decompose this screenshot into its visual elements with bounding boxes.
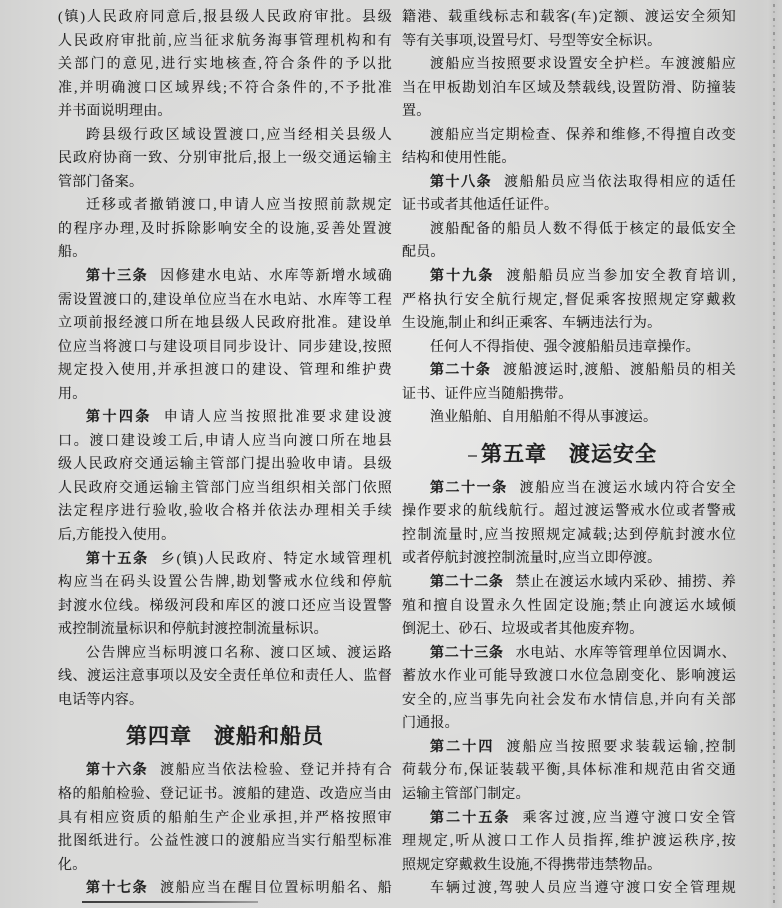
text-line: 渔业船舶、自用船舶不得从事渡运。: [430, 410, 658, 426]
text-line: 具有相应资质的船舶生产企业承担,并严格按照审: [58, 810, 392, 826]
article-number: 第二十三条: [430, 645, 504, 661]
text-line: 车辆过渡,驾驶人员应当遵守渡口安全管理规: [430, 881, 736, 897]
text-line: 控制流量时,应当按照规定减载;达到停航封渡水位: [402, 527, 736, 543]
article-text: 禁止在渡运水域内采砂、捕捞、养: [515, 575, 736, 591]
article-line: [402, 642, 736, 666]
article-number: 第二十一条: [430, 480, 508, 496]
text-line: 法定程序进行验收,验收合格并依法办理相关手续: [58, 504, 392, 520]
text-line: 籍港、载重线标志和载客(车)定额、渡运安全须知: [402, 10, 736, 25]
article-line: [402, 171, 736, 195]
text-line: 人民政府审批前,应当征求航务海事管理机构和有: [58, 33, 392, 49]
article-line: [402, 265, 736, 289]
text-line: 用。: [58, 386, 87, 402]
article-text: 水电站、水库等管理单位因调水、: [515, 645, 736, 661]
article-line: [402, 359, 736, 383]
article-line: [402, 807, 736, 831]
text-line: 理规定,听从渡口工作人员指挥,维护渡运秩序,按: [402, 834, 736, 850]
text-line: 严格执行安全航行规定,督促乘客按照规定穿戴救: [402, 292, 736, 308]
text-line: 操作要求的航线航行。超过渡运警戒水位或者警戒: [402, 504, 736, 520]
article-number: 第二十五条: [430, 810, 511, 826]
text-line: 电话等内容。: [58, 692, 144, 708]
text-line: 门通报。: [402, 716, 459, 732]
text-line: 等有关事项,设置号灯、号型等安全标识。: [402, 33, 662, 49]
chapter-heading: 第四章 渡船和船员: [126, 724, 324, 749]
text-line: 需设置渡口的,建设单位应当在水电站、水库等工程: [58, 292, 392, 308]
text-line: 后,方能投入使用。: [58, 528, 176, 544]
article-number: 第十三条: [86, 269, 149, 285]
text-line: 人民政府交通运输主管部门应当组织相关部门依照: [58, 480, 392, 496]
text-line: 渡船应当按照要求设置安全护栏。车渡渡船应: [430, 57, 736, 73]
text-line: 渡船应当定期检查、保养和维修,不得擅自改变: [430, 127, 736, 143]
text-line: 运输主管部门制定。: [402, 786, 530, 802]
article-text: 渡船应当在醒目位置标明船名、船: [160, 881, 392, 897]
text-line: 任何人不得指使、强令渡船船员违章操作。: [430, 339, 700, 355]
text-column-left: [58, 6, 392, 901]
text-line: 线、渡运注意事项以及安全责任单位和责任人、监督: [58, 669, 392, 685]
article-text: 渡船应当依法检验、登记并持有合: [160, 763, 392, 779]
scan-edge-artifact: [773, 4, 775, 904]
text-column-right: [402, 6, 736, 901]
article-text: 乘客过渡,应当遵守渡口安全管: [522, 810, 736, 826]
article-number: 第十六条: [86, 763, 149, 779]
text-line: 规定投入使用,并承担渡口的建设、管理和维护费: [58, 363, 392, 379]
scan-edge-shadow: [768, 0, 782, 908]
article-text: 乡(镇)人民政府、特定水域管理机: [160, 551, 392, 567]
text-line: 置。: [402, 104, 431, 120]
article-line: [402, 736, 736, 760]
text-line: 证书或者其他适任证件。: [402, 198, 559, 214]
text-line: 船。: [58, 245, 87, 261]
text-line: 跨县级行政区域设置渡口,应当经相关县级人: [86, 127, 392, 143]
article-text: 因修建水电站、水库等新增水域确: [160, 269, 392, 285]
article-text: 渡船渡运时,渡船、渡船船员的相关: [503, 363, 736, 379]
article-number: 第十五条: [86, 551, 149, 567]
article-number: 第二十条: [430, 363, 492, 379]
text-line: 或者停航封渡控制流量时,应当立即停渡。: [402, 551, 662, 567]
text-line: 戒控制流量标识和停航封渡控制流量标识。: [58, 622, 328, 638]
article-line: [58, 877, 392, 901]
article-number: 第十八条: [430, 174, 493, 190]
article-text: 渡船船员应当依法取得相应的适任: [504, 174, 736, 190]
article-text: 申请人应当按照批准要求建设渡: [163, 410, 392, 426]
article-line: [58, 265, 392, 289]
text-line: 安全的,应当事先向社会发布水情信息,并向有关部: [402, 692, 736, 708]
text-line: 证书、证件应当随船携带。: [402, 386, 573, 402]
article-line: [58, 406, 392, 430]
text-line: 配员。: [402, 245, 445, 261]
article-number: 第二十四: [430, 739, 495, 755]
article-number: 第十七条: [86, 881, 149, 897]
text-line: 关部门的意见,进行实地核查,符合条件的予以批: [58, 57, 392, 73]
text-line: 级人民政府交通运输主管部门提出验收申请。县级: [58, 457, 392, 473]
scan-speck: [468, 455, 477, 457]
article-line: [58, 548, 392, 572]
text-line: 批图纸进行。公益性渡口的渡船应当实行船型标准: [58, 834, 392, 850]
text-line: 蓄放水作业可能导致渡口水位急剧变化、影响渡运: [402, 669, 736, 685]
text-line: 准,并明确渡口区域界线;不符合条件的,不予批准: [58, 80, 392, 96]
text-line: 并书面说明理由。: [58, 104, 172, 120]
article-text: 渡船应当按照要求装载运输,控制: [506, 739, 736, 755]
article-number: 第十四条: [86, 410, 152, 426]
article-number: 第十九条: [430, 269, 495, 285]
article-number: 第二十二条: [430, 575, 504, 591]
article-line: [58, 759, 392, 783]
text-line: 民政府协商一致、分别审批后,报上一级交通运输主: [58, 151, 392, 167]
text-line: 管部门备案。: [58, 174, 144, 190]
text-line: 公告牌应当标明渡口名称、渡口区域、渡运路: [86, 645, 392, 661]
text-line: (镇)人民政府同意后,报县级人民政府审批。县级: [58, 10, 392, 25]
text-line: 化。: [58, 857, 87, 873]
text-line: 构应当在码头设置公告牌,勘划警戒水位线和停航: [58, 575, 392, 591]
text-line: 渡船配备的船员人数不得低于核定的最低安全: [430, 221, 736, 237]
chapter-heading: 第五章 渡运安全: [481, 441, 657, 466]
text-line: 格的船舶检验、登记证书。渡船的建造、改造应当由: [58, 786, 392, 802]
text-line: 当在甲板勘划泊车区域及禁载线,设置防滑、防撞装: [402, 80, 736, 96]
text-line: 位应当将渡口与建设项目同步设计、同步建设,按照: [58, 339, 392, 355]
text-line: 照规定穿戴救生设施,不得携带违禁物品。: [402, 857, 662, 873]
text-line: 口。渡口建设竣工后,申请人应当向渡口所在地县: [58, 433, 392, 449]
text-line: 倒泥土、砂石、垃圾或者其他废弃物。: [402, 622, 644, 638]
text-line: 迁移或者撤销渡口,申请人应当按照前款规定: [86, 198, 392, 214]
article-text: 渡船应当在渡运水域内符合安全: [519, 480, 736, 496]
text-line: 殖和擅自设置永久性固定设施;禁止向渡运水域倾: [402, 598, 736, 614]
article-line: [402, 477, 736, 501]
text-line: 荷载分布,保证装载平衡,具体标准和规范由省交通: [402, 763, 736, 779]
article-text: 渡船船员应当参加安全教育培训,: [506, 269, 736, 285]
text-line: 生设施,制止和纠正乘客、车辆违法行为。: [402, 316, 662, 332]
text-line: 结构和使用性能。: [402, 151, 516, 167]
article-line: [402, 571, 736, 595]
text-line: 封渡水位线。梯级河段和库区的渡口还应当设置警: [58, 598, 392, 614]
text-line: 的程序办理,及时拆除影响安全的设施,妥善处置渡: [58, 221, 392, 237]
footnote-rule: [82, 901, 258, 903]
text-line: 立项前报经渡口所在地县级人民政府批准。建设单: [58, 316, 392, 332]
